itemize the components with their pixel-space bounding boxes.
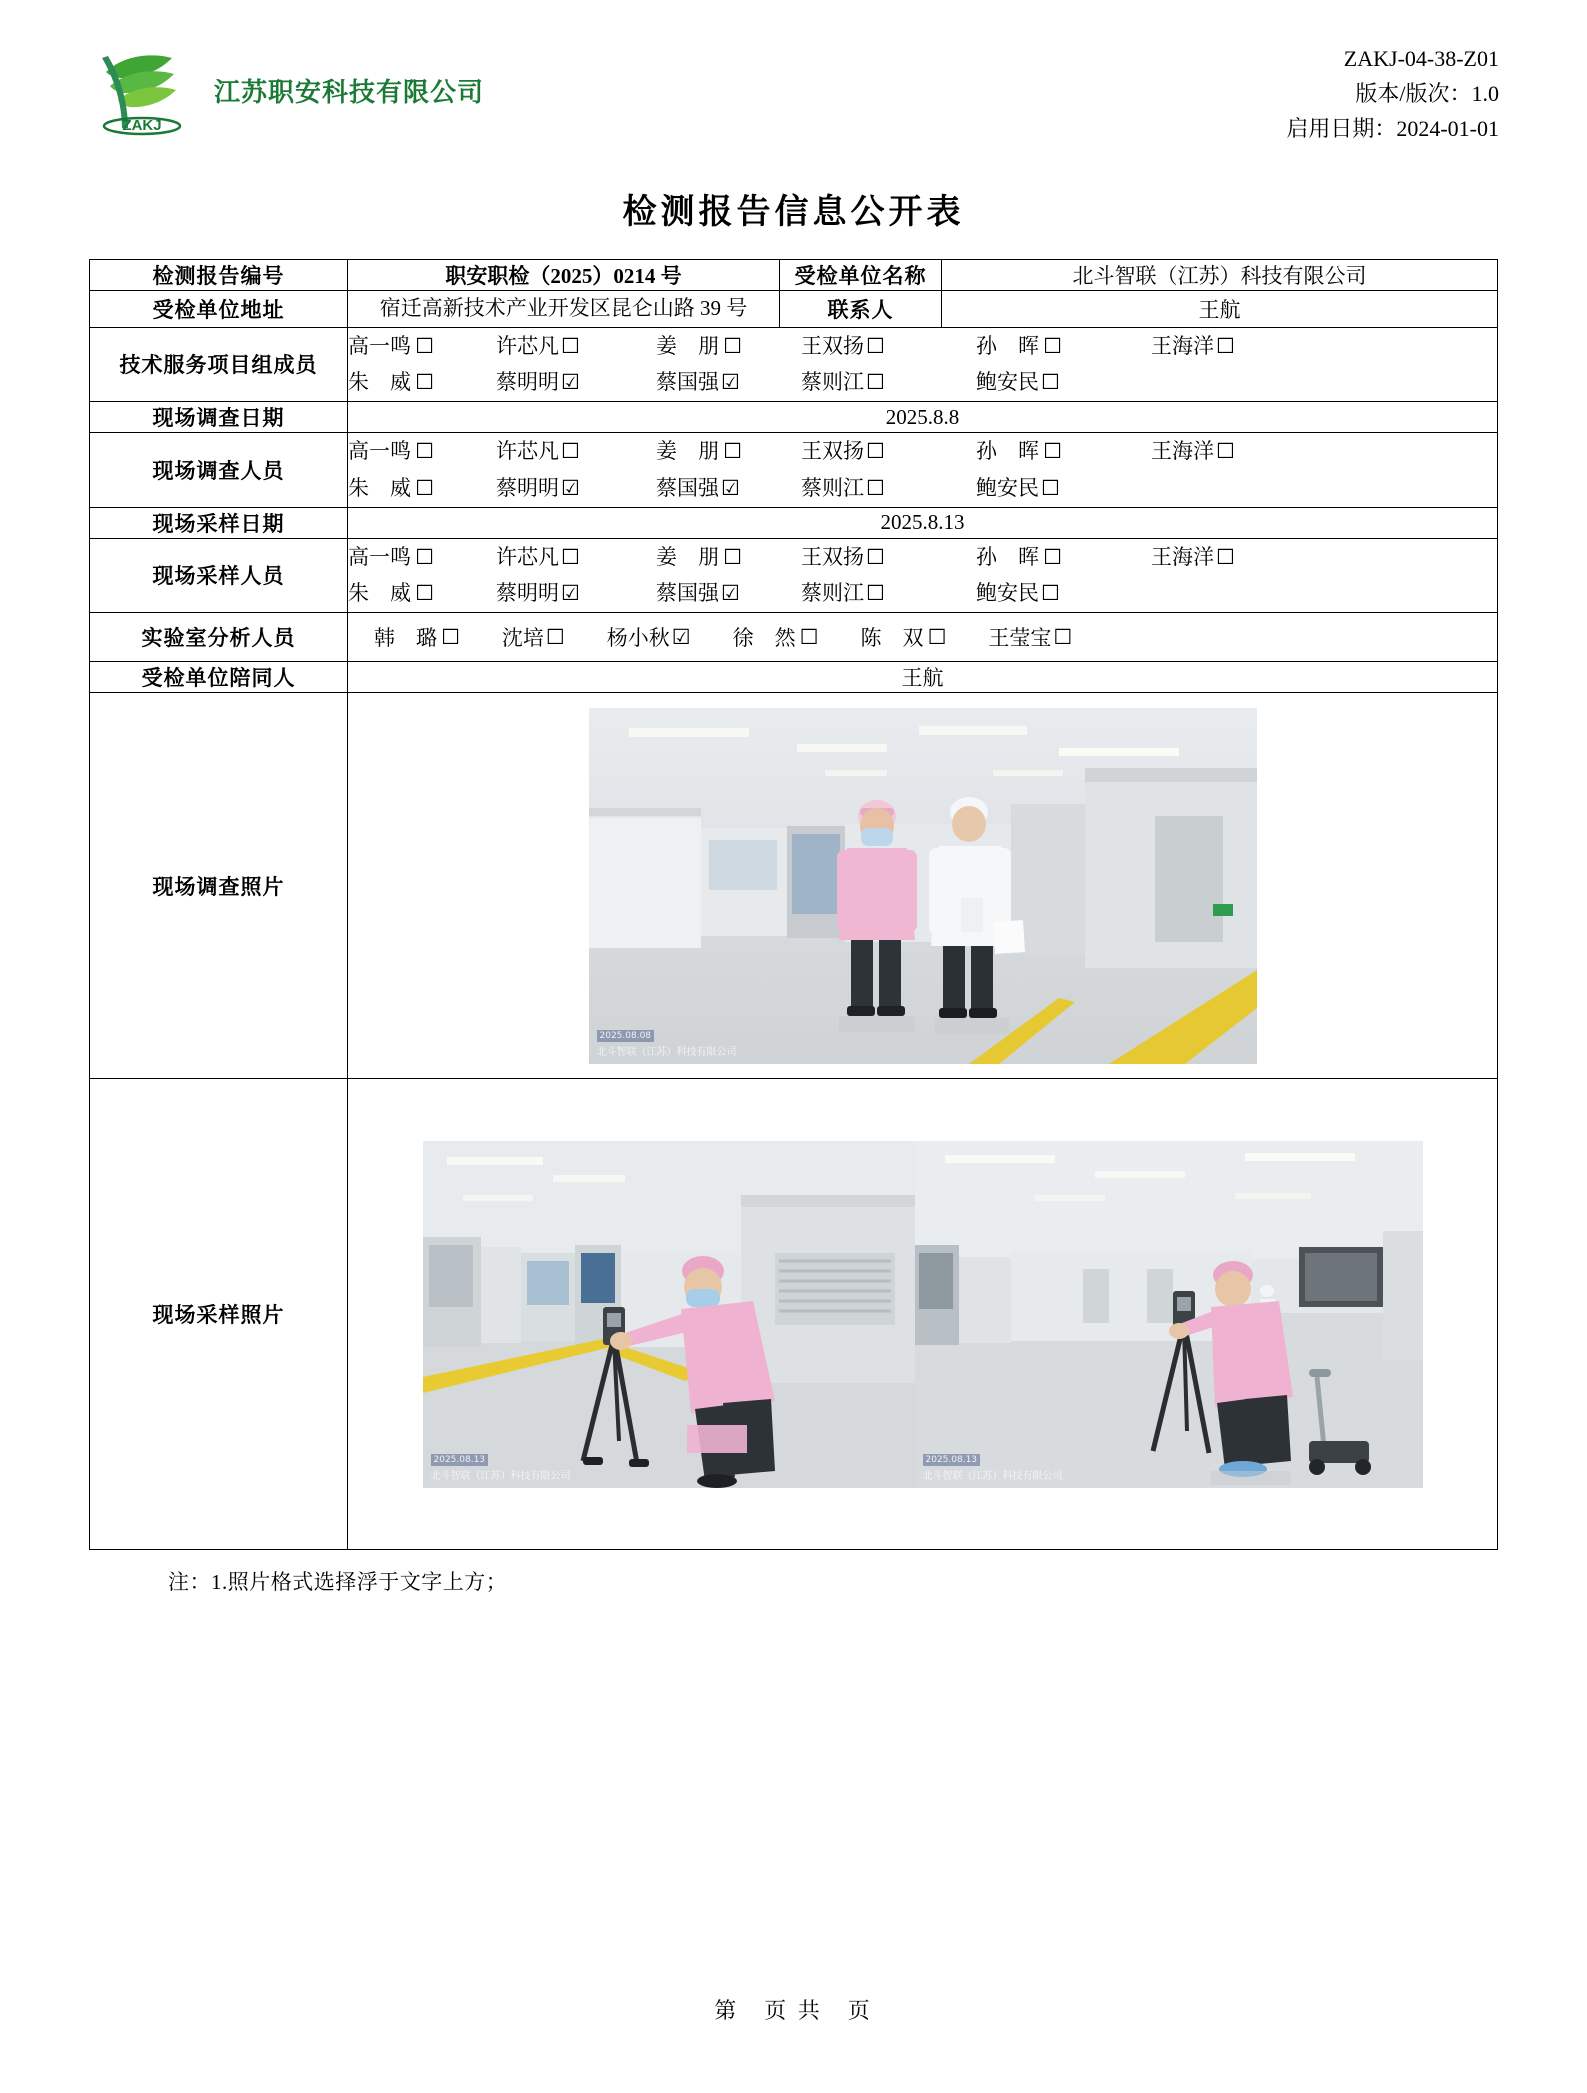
checkbox-item[interactable] xyxy=(502,622,565,652)
accompany-label: 受检单位陪同人 xyxy=(90,662,348,693)
svg-text:ZAKJ: ZAKJ xyxy=(122,117,162,134)
person-name: 鲍安民 xyxy=(976,475,1039,500)
checkbox-item[interactable] xyxy=(861,622,947,652)
survey-staff-row-1 xyxy=(348,433,1497,470)
person-name: 孙 晖 xyxy=(976,439,1039,464)
team-members-label: 技术服务项目组成员 xyxy=(90,327,348,402)
checkbox-icon[interactable]: ☑ xyxy=(561,475,580,500)
team-members-checklist xyxy=(348,327,1498,402)
photo-timestamp: 2025.08.13 xyxy=(431,1454,489,1466)
checkbox-item[interactable] xyxy=(607,622,691,652)
lab-staff-label: 实验室分析人员 xyxy=(90,613,348,662)
person-name: 沈培 xyxy=(501,626,544,651)
table-row xyxy=(90,260,1498,291)
person-name: 孙 晖 xyxy=(976,544,1039,569)
survey-staff-row-2 xyxy=(348,470,1497,507)
checkbox-icon[interactable]: ☐ xyxy=(415,544,434,569)
checkbox-icon[interactable]: ☐ xyxy=(1216,544,1235,569)
person-name: 许芯凡 xyxy=(496,439,559,464)
checkbox-item[interactable] xyxy=(496,328,656,365)
sampling-date-value: 2025.8.13 xyxy=(348,507,1498,538)
checkbox-icon[interactable]: ☐ xyxy=(723,333,742,358)
checkbox-item[interactable] xyxy=(733,622,819,652)
survey-staff-checklist xyxy=(348,433,1498,508)
survey-staff-label: 现场调查人员 xyxy=(90,433,348,508)
checkbox-item[interactable] xyxy=(348,433,496,470)
checkbox-item[interactable] xyxy=(801,364,976,401)
person-name: 王双扬 xyxy=(801,544,864,569)
checkbox-icon[interactable]: ☐ xyxy=(1043,333,1062,358)
checkbox-icon[interactable]: ☐ xyxy=(415,475,434,500)
person-name: 鲍安民 xyxy=(976,370,1039,395)
person-name: 蔡则江 xyxy=(801,370,864,395)
person-name: 许芯凡 xyxy=(496,333,559,358)
footnote: 注：1.照片格式选择浮于文字上方； xyxy=(168,1570,508,1595)
accompany-value: 王航 xyxy=(348,662,1498,693)
client-name-label: 受检单位名称 xyxy=(780,260,942,291)
checkbox-icon[interactable]: ☐ xyxy=(441,624,460,649)
photo-watermark: 北斗智联（江苏）科技有限公司 xyxy=(596,1046,737,1058)
checkbox-icon[interactable]: ☐ xyxy=(415,581,434,606)
checkbox-icon[interactable]: ☐ xyxy=(415,370,434,395)
document-number: ZAKJ-04-38-Z01 xyxy=(1343,46,1499,71)
survey-date-label: 现场调查日期 xyxy=(90,402,348,433)
checkbox-icon[interactable]: ☐ xyxy=(1216,333,1235,358)
effective-date: 启用日期：2024-01-01 xyxy=(1286,115,1499,141)
checkbox-icon[interactable]: ☐ xyxy=(866,544,885,569)
person-name: 朱 威 xyxy=(348,581,411,606)
checkbox-icon[interactable]: ☐ xyxy=(927,624,947,649)
table-row xyxy=(90,538,1498,613)
sampling-photo-label: 现场采样照片 xyxy=(90,1079,348,1550)
table-row xyxy=(90,402,1498,433)
contact-value: 王航 xyxy=(942,291,1498,328)
checkbox-item[interactable] xyxy=(348,328,496,365)
person-name: 王莹宝 xyxy=(988,626,1052,651)
checkbox-icon[interactable]: ☐ xyxy=(561,544,580,569)
person-name: 陈 双 xyxy=(860,626,924,651)
person-name: 杨小秋 xyxy=(606,626,670,651)
checkbox-icon[interactable]: ☐ xyxy=(561,333,580,358)
lab-staff-row xyxy=(348,613,1497,661)
client-address-label: 受检单位地址 xyxy=(90,291,348,328)
checkbox-item[interactable] xyxy=(976,575,1151,612)
checkbox-item[interactable] xyxy=(1151,328,1301,365)
person-name: 孙 晖 xyxy=(976,333,1039,358)
table-row xyxy=(90,662,1498,693)
survey-photo-cell xyxy=(348,693,1498,1079)
person-name: 蔡明明 xyxy=(496,475,559,500)
client-name-value: 北斗智联（江苏）科技有限公司 xyxy=(942,260,1498,291)
page-header xyxy=(88,0,1499,158)
checkbox-icon[interactable]: ☐ xyxy=(866,439,885,464)
person-name: 蔡明明 xyxy=(496,581,559,606)
table-row xyxy=(90,327,1498,402)
team-members-row-1 xyxy=(348,328,1497,365)
person-name: 王海洋 xyxy=(1151,333,1214,358)
sampling-photo-left xyxy=(423,1141,915,1488)
person-name: 许芯凡 xyxy=(496,544,559,569)
person-name: 姜 朋 xyxy=(656,544,719,569)
person-name: 王海洋 xyxy=(1151,439,1214,464)
checkbox-icon[interactable]: ☐ xyxy=(545,624,565,649)
sampling-staff-checklist xyxy=(348,538,1498,613)
lab-staff-checklist xyxy=(348,613,1498,662)
checkbox-item[interactable] xyxy=(801,470,976,507)
checkbox-item[interactable] xyxy=(976,364,1151,401)
checkbox-item[interactable] xyxy=(801,328,976,365)
checkbox-item[interactable] xyxy=(801,433,976,470)
table-row xyxy=(90,507,1498,538)
photo-watermark: 北斗智联（江苏）科技有限公司 xyxy=(922,1470,1063,1482)
checkbox-icon[interactable]: ☐ xyxy=(866,475,885,500)
checkbox-item[interactable] xyxy=(1151,539,1301,576)
checkbox-item[interactable] xyxy=(656,433,801,470)
survey-photo-label: 现场调查照片 xyxy=(90,693,348,1079)
page-footer: 第 页 共 页 xyxy=(714,1998,873,2023)
survey-photo xyxy=(589,708,1257,1064)
header-right xyxy=(1286,38,1499,146)
table-row xyxy=(90,291,1498,328)
sampling-staff-row-1 xyxy=(348,539,1497,576)
checkbox-item[interactable] xyxy=(656,539,801,576)
checkbox-icon[interactable]: ☐ xyxy=(866,333,885,358)
checkbox-item[interactable] xyxy=(1151,433,1301,470)
person-name: 蔡则江 xyxy=(801,475,864,500)
person-name: 蔡明明 xyxy=(496,370,559,395)
sampling-photo-cell xyxy=(348,1079,1498,1550)
checkbox-icon[interactable]: ☐ xyxy=(723,439,742,464)
checkbox-item[interactable] xyxy=(801,539,976,576)
report-info-table xyxy=(89,259,1498,1550)
checkbox-item[interactable] xyxy=(348,575,496,612)
checkbox-item[interactable] xyxy=(656,364,801,401)
person-name: 朱 威 xyxy=(348,370,411,395)
checkbox-icon[interactable]: ☐ xyxy=(1041,370,1060,395)
photo-watermark: 北斗智联（江苏）科技有限公司 xyxy=(430,1470,571,1482)
checkbox-item[interactable] xyxy=(976,328,1151,365)
contact-label: 联系人 xyxy=(780,291,942,328)
photo-timestamp: 2025.08.08 xyxy=(597,1030,655,1042)
checkbox-icon[interactable]: ☐ xyxy=(1041,581,1060,606)
checkbox-item[interactable] xyxy=(988,622,1072,652)
checkbox-item[interactable] xyxy=(976,470,1151,507)
photo-timestamp: 2025.08.13 xyxy=(923,1454,981,1466)
checkbox-icon[interactable]: ☑ xyxy=(721,370,740,395)
sampling-photo-right xyxy=(915,1141,1423,1488)
survey-date-value: 2025.8.8 xyxy=(348,402,1498,433)
sampling-photo-group xyxy=(423,1141,1423,1488)
checkbox-icon[interactable]: ☑ xyxy=(721,475,740,500)
sampling-staff-row-2 xyxy=(348,575,1497,612)
person-name: 姜 朋 xyxy=(656,439,719,464)
checkbox-icon[interactable]: ☑ xyxy=(561,581,580,606)
table-row xyxy=(90,613,1498,662)
checkbox-icon[interactable]: ☐ xyxy=(866,370,885,395)
checkbox-icon[interactable]: ☐ xyxy=(415,333,434,358)
sampling-date-label: 现场采样日期 xyxy=(90,507,348,538)
table-row xyxy=(90,1079,1498,1550)
team-members-row-2 xyxy=(348,364,1497,401)
company-logo-icon xyxy=(88,38,196,142)
person-name: 王双扬 xyxy=(801,333,864,358)
person-name: 蔡国强 xyxy=(656,581,719,606)
person-name: 蔡国强 xyxy=(656,475,719,500)
checkbox-icon[interactable]: ☐ xyxy=(866,581,885,606)
person-name: 韩 璐 xyxy=(374,626,437,651)
checkbox-item[interactable] xyxy=(496,433,656,470)
checkbox-icon[interactable]: ☑ xyxy=(561,370,580,395)
checkbox-item[interactable] xyxy=(348,539,496,576)
person-name: 高一鸣 xyxy=(348,544,411,569)
report-no-label: 检测报告编号 xyxy=(90,260,348,291)
sampling-staff-label: 现场采样人员 xyxy=(90,538,348,613)
person-name: 高一鸣 xyxy=(348,333,411,358)
person-name: 王双扬 xyxy=(801,439,864,464)
checkbox-icon[interactable]: ☐ xyxy=(1043,544,1062,569)
checkbox-item[interactable] xyxy=(801,575,976,612)
checkbox-item[interactable] xyxy=(656,328,801,365)
checkbox-item[interactable] xyxy=(496,575,656,612)
checkbox-icon[interactable]: ☐ xyxy=(1053,624,1073,649)
checkbox-icon[interactable]: ☐ xyxy=(415,439,434,464)
client-address-value: 宿迁高新技术产业开发区昆仑山路 39 号 xyxy=(348,291,780,328)
checkbox-item[interactable] xyxy=(976,539,1151,576)
document-version: 版本/版次：1.0 xyxy=(1355,80,1499,106)
checkbox-item[interactable] xyxy=(348,470,496,507)
checkbox-item[interactable] xyxy=(976,433,1151,470)
checkbox-icon[interactable]: ☐ xyxy=(723,544,742,569)
checkbox-item[interactable] xyxy=(374,622,460,652)
person-name: 徐 然 xyxy=(732,626,796,651)
checkbox-item[interactable] xyxy=(496,470,656,507)
checkbox-item[interactable] xyxy=(348,364,496,401)
checkbox-item[interactable] xyxy=(496,539,656,576)
checkbox-icon[interactable]: ☐ xyxy=(799,624,819,649)
person-name: 朱 威 xyxy=(348,475,411,500)
checkbox-icon[interactable]: ☐ xyxy=(1216,439,1235,464)
checkbox-icon[interactable]: ☑ xyxy=(671,624,691,649)
checkbox-icon[interactable]: ☐ xyxy=(561,439,580,464)
person-name: 蔡国强 xyxy=(656,370,719,395)
person-name: 高一鸣 xyxy=(348,439,411,464)
report-no-value: 职安职检（2025）0214 号 xyxy=(348,260,780,291)
checkbox-item[interactable] xyxy=(656,470,801,507)
person-name: 王海洋 xyxy=(1151,544,1214,569)
checkbox-icon[interactable]: ☐ xyxy=(1043,439,1062,464)
person-name: 蔡则江 xyxy=(801,581,864,606)
page-title: 检测报告信息公开表 xyxy=(622,194,965,231)
table-row xyxy=(90,433,1498,508)
checkbox-icon[interactable]: ☐ xyxy=(1041,475,1060,500)
person-name: 鲍安民 xyxy=(976,581,1039,606)
checkbox-item[interactable] xyxy=(496,364,656,401)
header-left xyxy=(88,38,484,142)
table-row xyxy=(90,693,1498,1079)
checkbox-item[interactable] xyxy=(656,575,801,612)
checkbox-icon[interactable]: ☑ xyxy=(721,581,740,606)
person-name: 姜 朋 xyxy=(656,333,719,358)
company-name: 江苏职安科技有限公司 xyxy=(214,76,485,107)
